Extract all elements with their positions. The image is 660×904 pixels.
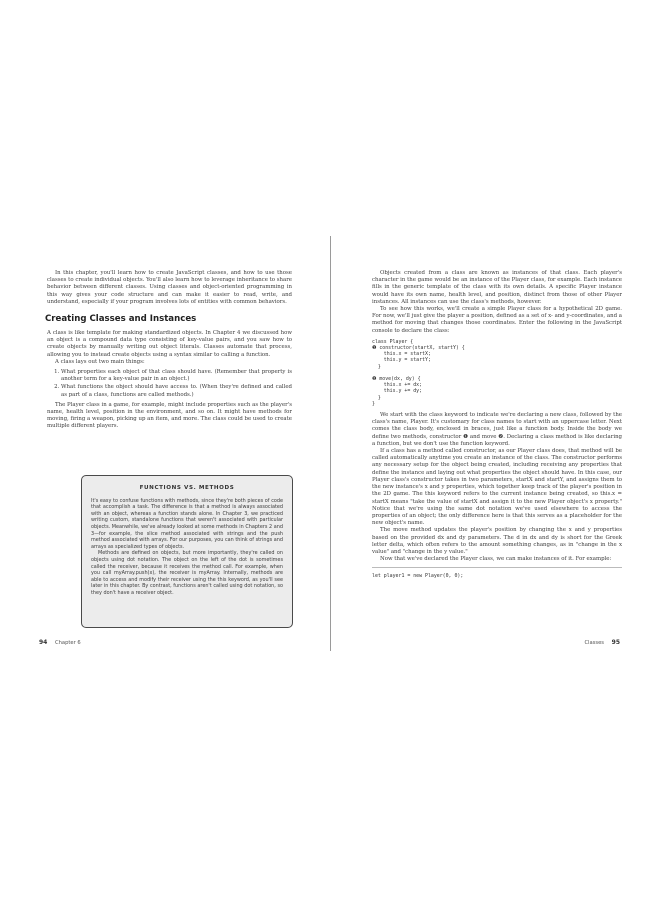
- sidebar-box: [81, 475, 293, 628]
- sidebar-paragraph: It's easy to confuse functions with methods, since they're both pieces of code that accomplish a task. The difference is that a method is always associated with an object, whereas a function stands alone. In Chapter 3, we practiced writing custom, standalone functions that weren't associated with particular objects. Meanwhile, we've already looked at some methods in Chapters 2 and 3—for example, the slice method associated with strings and the push method associated with arrays. For our purposes, you can think of strings and arrays as specialized types of objects.: [91, 497, 283, 550]
- intro-paragraph: In this chapter, you'll learn how to create JavaScript classes, and how to use those classes to create individual objects. You'll also learn how to leverage inheritance to share behavior between different classes. Using classes and object-oriented programming in this way gives your code structure and can make it easier to read, write, and understand, especially if your program involves lots of entities with common behaviors.: [47, 270, 292, 305]
- running-footer: Classes: [584, 640, 604, 646]
- sidebar-paragraph: Methods are defined on objects, but more importantly, they're called on objects using dot notation. The object on the left of the dot is sometimes called the receiver, because it receives the method call. For example, when you call myArray.push(x), the receiver is myArray. Internally, methods are able to access and modify their receiver using the this keyword, as you'll see later in this chapter. By contrast, functions aren't called using dot notation, so they don't have a receiver object.: [91, 550, 283, 596]
- code-block: [372, 567, 622, 579]
- code-listing: let player1 = new Player(0, 0);: [372, 573, 464, 580]
- paragraph: To see how this works, we'll create a simple Player class for a hypothetical 2D game. For now, we'll just give the player a position, defined as a set of x- and y-coordinates, and a method for moving that changes those coordinates. Enter the following in the JavaScript console to declare the class:: [372, 306, 622, 334]
- paragraph: A class lays out two main things:: [55, 358, 145, 365]
- list-item: 1. What properties each object of that class should have. (Remember that property is another term for a key-value pair in an object.): [61, 369, 292, 383]
- section-heading: Creating Classes and Instances: [45, 314, 197, 325]
- left-page-column: [47, 270, 292, 431]
- paragraph: If a class has a method called constructor, as our Player class does, that method will be called automatically anytime you create an instance of the class. The constructor performs any necessary setup for the object being created, including receiving any properties that define the instance and laying out what properties the object should have. In this case, our Player class's constructor takes in two parameters, startX and startY, and assigns them to the new instance's x and y properties, which together keep track of the player's position in the 2D game. The this keyword refers to the current instance being created, so this.x = startX means "take the value of startX and assign it to the new Player object's x property." Notice that we're using the same dot notation we've used elsewhere to access the properties of an object; the only difference here is that this serves as a placeholder for the new object's name.: [372, 448, 622, 527]
- paragraph: Now that we've declared the Player class, we can make instances of it. For example:: [380, 556, 612, 563]
- numbered-list: [47, 369, 292, 399]
- right-page-column: [372, 270, 622, 585]
- page-number: 94: [39, 639, 48, 646]
- list-item: 2. What functions the object should have access to. (When they're defined and called as part of a class, functions are called methods.): [61, 384, 292, 398]
- sidebar-title: FUNCTIONS VS. METHODS: [139, 485, 235, 491]
- running-footer: Chapter 6: [55, 640, 81, 646]
- paragraph: Objects created from a class are known as instances of that class. Each player's character in the game would be an instance of the Player class, for example. Each instance fills in the generic template of the class with its own details. A specific Player instance would have its own name, health level, and position, distinct from those of other Player instances. All instances can use the class's methods, however.: [372, 270, 622, 305]
- paragraph: The move method updates the player's position by changing the x and y properties based on the provided dx and dy parameters. The d in dx and dy is short for the Greek letter delta, which often refers to the amount something changes, as in "change in the x value" and "change in the y value.": [372, 527, 622, 555]
- right-footer: [584, 639, 626, 646]
- left-footer: [33, 639, 81, 646]
- page-spine: [330, 236, 331, 651]
- page-number: 95: [611, 639, 620, 646]
- code-listing: class Player { ❶ constructor(startX, startY) { this.x = startX; this.y = startY; } ❷ move(dx, dy) { this.x += dx; this.y += dy; } }: [372, 338, 465, 407]
- paragraph: The Player class in a game, for example, might include properties such as the player's name, health level, position in the environment, and so on. It might have methods for moving, firing a weapon, picking up an item, and more. The class could be used to create multiple different players.: [47, 401, 292, 430]
- paragraph: A class is like template for making standardized objects. In Chapter 4 we discussed how an object is a compound data type consisting of key-value pairs, and you saw how to create objects by manually writing out object literals. Classes automate that process, allowing you to instead create objects using a syntax similar to calling a function.: [47, 330, 292, 358]
- paragraph: We start with the class keyword to indicate we're declaring a new class, followed by the class's name, Player. It's customary for class names to start with an uppercase letter. Next comes the class body, enclosed in braces, just like a function body. Inside the body we define two methods, constructor ❶ and move ❷. Declaring a class method is like declaring a function, but we don't use the function keyword.: [372, 412, 622, 447]
